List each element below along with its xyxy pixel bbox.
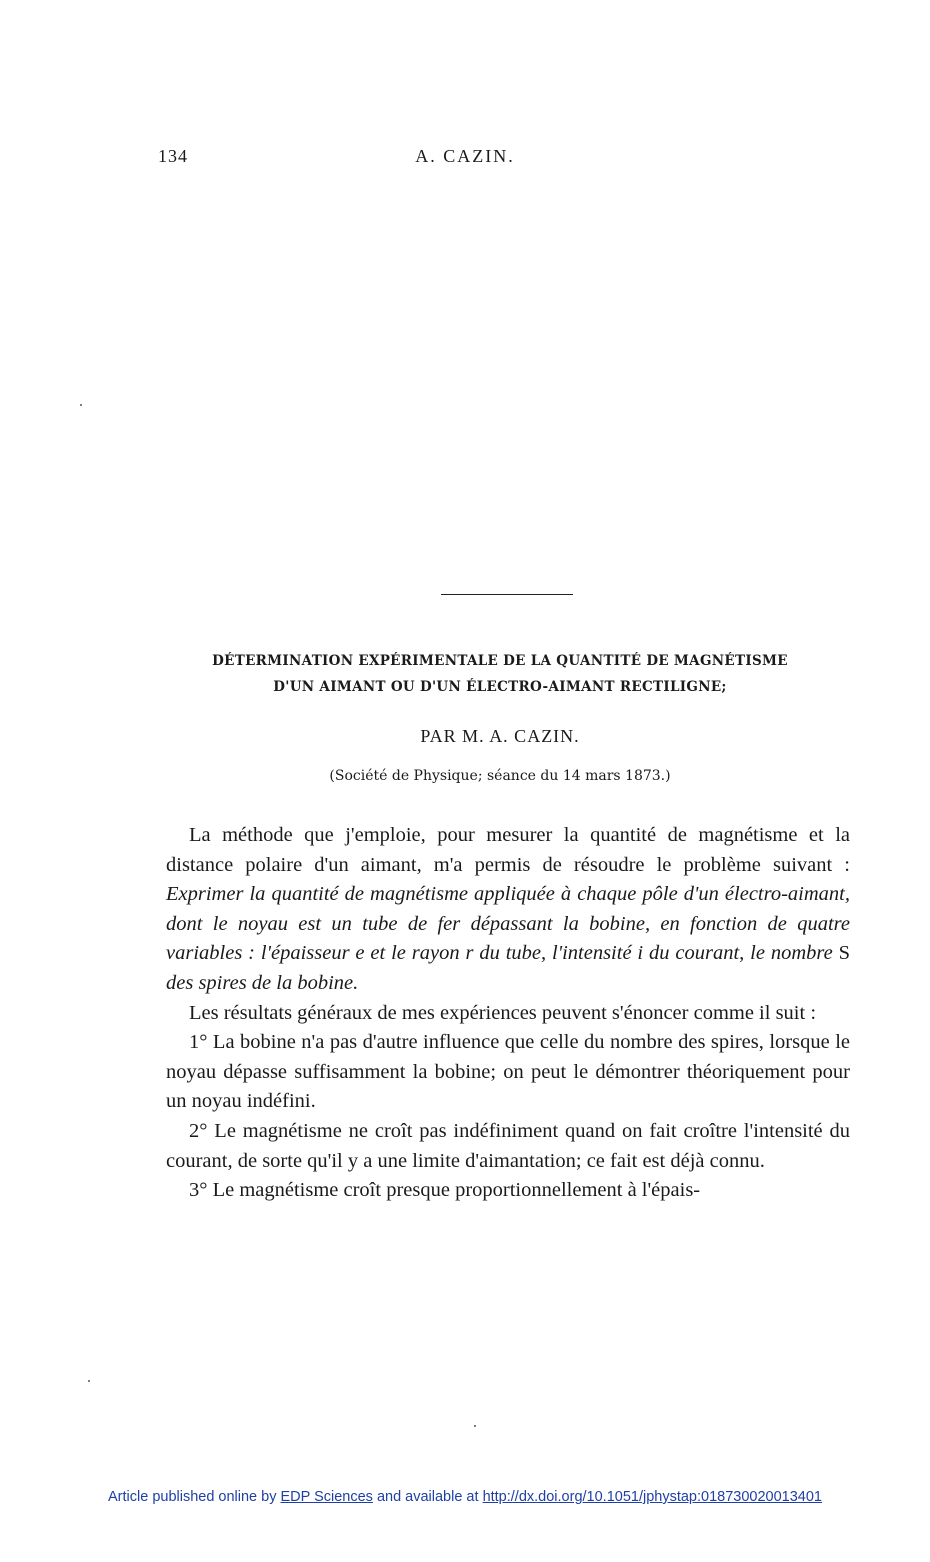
paragraph-4: 2° Le magnétisme ne croît pas indéfiniment quand on fait croître l'intensité du courant, de sorte qu'il y a une limite d'aimantation; ce fait est déjà connu. (166, 1119, 850, 1172)
paragraph-2: Les résultats généraux de mes expériences peuvent s'énoncer comme il suit : (189, 1001, 817, 1024)
publication-footer (0, 1489, 930, 1505)
section-divider (441, 594, 573, 595)
paragraph-1 (166, 821, 850, 999)
article-title (150, 648, 850, 700)
page-header (0, 146, 930, 170)
running-head: A. CAZIN. (415, 146, 515, 166)
doi-link[interactable]: http://dx.doi.org/10.1051/jphystap:018730020013401 (482, 1489, 822, 1505)
paragraph-5: 3° Le magnétisme croît presque proportionnellement à l'épais- (189, 1179, 701, 1202)
p1-lead: La méthode que j'emploie, pour mesurer la quantité de magnétisme et la distance polaire d'un aimant, m'a permis de résoudre le problème suivant : (166, 824, 850, 876)
scan-speck (88, 1380, 90, 1382)
page-number: 134 (158, 146, 188, 166)
footer-middle: and available at (372, 1489, 483, 1505)
session-note: (Société de Physique; séance du 14 mars 1873.) (329, 768, 671, 784)
title-line-1: DÉTERMINATION EXPÉRIMENTALE DE LA QUANTITÉ DE MAGNÉTISME (212, 653, 788, 669)
p1-symbol: S (838, 942, 850, 965)
author-byline: PAR M. A. CAZIN. (420, 726, 580, 746)
scan-speck (80, 404, 82, 406)
scan-speck (474, 1425, 476, 1427)
title-line-2: D'UN AIMANT OU D'UN ÉLECTRO-AIMANT RECTILIGNE; (273, 679, 727, 695)
p1-italic-1: Exprimer la quantité de magnétisme appliquée à chaque pôle d'un électro-aimant, dont le noyau est un tube de fer dépassant la bobine, en fonction de quatre variables : l'épaisseur e et le rayon r du tube, l'intensité i du courant, le nombre (166, 883, 850, 965)
publisher-link[interactable]: EDP Sciences (280, 1489, 373, 1505)
article-body (166, 821, 850, 1206)
footer-prefix: Article published online by (108, 1489, 281, 1505)
p1-italic-2: des spires de la bobine. (166, 971, 359, 994)
paragraph-3: 1° La bobine n'a pas d'autre influence que celle du nombre des spires, lorsque le noyau dépasse suffisamment la bobine; on peut le démontrer théoriquement pour un noyau indéfini. (166, 1031, 850, 1113)
